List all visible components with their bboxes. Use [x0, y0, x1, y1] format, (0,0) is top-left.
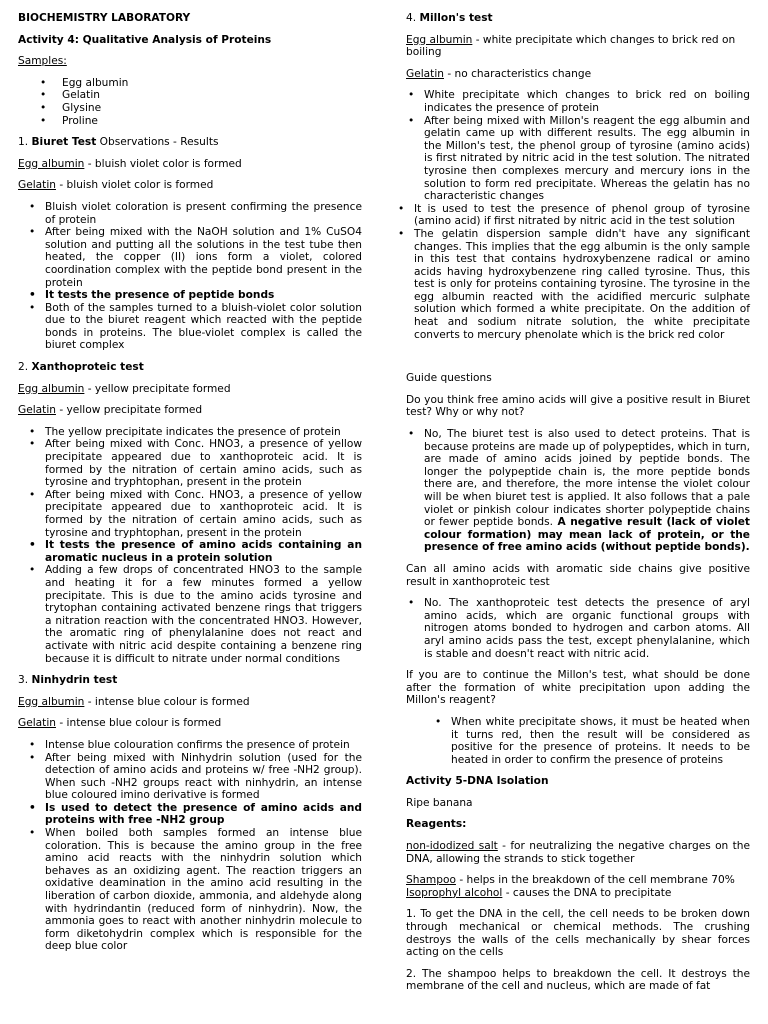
list-item: • The yellow precipitate indicates the presence of protein — [29, 425, 341, 438]
guide-answer-3 — [406, 716, 750, 766]
list-item: • After being mixed with Millon's reagent the egg albumin and gelatin came up with different results. The egg albumin in the Millon's test, the phenol group of tyrosine (amino acids) is first nitrated by nitric acid in the test solution. The nitrated tyrosine then complexes mercury and mercury ions in the solution to form red precipitate. Whereas the gelatin has no characteristic changes — [408, 114, 750, 203]
guide-question-2: Can all amino acids with aromatic side chains give positive result in xanthoproteic test — [406, 562, 750, 588]
reagent-salt: non-idodized salt - for neutralizing the negative charges on the DNA, allowing the strands to stick together — [406, 840, 750, 865]
list-item: • It tests the presence of amino acids containing an aromatic nucleus in a protein solution — [29, 539, 362, 564]
guide-answer-1 — [406, 428, 750, 554]
dna-sample: Ripe banana — [406, 796, 473, 809]
biuret-gelatin-result: Gelatin - bluish violet color is formed — [18, 179, 214, 192]
ninhydrin-bullets — [18, 739, 362, 953]
list-item: • It tests the presence of peptide bonds — [29, 289, 275, 302]
millon-bullets-b — [398, 202, 750, 342]
list-item: • After being mixed with Conc. HNO3, a presence of yellow precipitate appeared due to xanthoproteic acid. It is formed by the nitration of certain amino acids, such as tyrosine and tryphtophan, present in the protein — [29, 438, 362, 489]
guide-question-1: Do you think free amino acids will give a positive result in Biuret test? Why or why not? — [406, 393, 750, 419]
list-item: • Proline — [40, 114, 98, 127]
ninhydrin-egg-result: Egg albumin - intense blue colour is formed — [18, 695, 250, 708]
list-item: • After being mixed with the NaOH solution and 1% CuSO4 solution and putting all the solutions in the test tube then heated, the copper (II) ions form a violet, colored coordination complex with the peptide bond present in the protein — [29, 226, 362, 289]
list-item: • Glysine — [40, 101, 102, 114]
millon-egg-result: Egg albumin - white precipitate which changes to brick red on boiling — [406, 33, 736, 59]
xantho-egg-result: Egg albumin - yellow precipitate formed — [18, 382, 231, 395]
guide-question-3: If you are to continue the Millon's test, what should be done after the formation of white precipitation upon adding the Millon's reagent? — [406, 669, 750, 707]
xantho-heading: 2. Xanthoproteic test — [18, 361, 144, 374]
dna-step-1: 1. To get the DNA in the cell, the cell needs to be broken down through mechanical or chemical methods. The crushing destroys the walls of the cells mechanically by shear forces acting on the cells — [406, 908, 750, 959]
guide-answer-2 — [406, 597, 750, 660]
biuret-bullets — [18, 201, 362, 352]
list-item: • Both of the samples turned to a bluish-violet color solution due to the biuret reagent which reacted with the peptide bonds in proteins. The blue-violet complex is called the biuret complex — [29, 301, 362, 352]
lab-title: BIOCHEMISTRY LABORATORY — [18, 12, 191, 24]
list-item: • It is used to test the presence of phenol group of tyrosine (amino acid) if first nitrated by nitric acid in the test solution — [398, 202, 750, 228]
biuret-egg-result: Egg albumin - bluish violet color is formed — [18, 157, 242, 170]
list-item: • Bluish violet coloration is present confirming the presence of protein — [29, 200, 362, 226]
millon-gelatin-result: Gelatin - no characteristics change — [406, 67, 592, 80]
list-item: • No, The biuret test is also used to detect proteins. That is because proteins are made up of polypeptides, which in turn, are made of amino acids joined by peptide bonds. The longer the polypeptide chain is, the more peptide bonds there are, and therefore, the more intense the violet colour will be when biuret test is applied. It also follows that a pale violet or pinkish colour indicates shorter polypeptide chains or fewer peptide bonds. A negative result (lack of violet colour formation) may mean lack of protein, or the presence of free amino acids (without peptide bonds). — [408, 428, 751, 554]
list-item: • After being mixed with Ninhydrin solution (used for the detection of amino acids and proteins w/ free -NH2 group). When such -NH2 groups react with ninhydrin, an intense blue coloured imino derivative is formed — [29, 751, 362, 802]
xantho-bullets — [18, 426, 362, 665]
guide-heading: Guide questions — [406, 372, 492, 385]
list-item: • White precipitate which changes to brick red on boiling indicates the presence of protein — [408, 89, 750, 114]
biuret-heading: 1. Biuret Test Observations - Results — [18, 136, 219, 149]
left-column — [18, 12, 362, 962]
list-item: • When boiled both samples formed an intense blue coloration. This is because the amino group in the free amino acid reacts with the ninhydrin solution which behaves as an oxidizing agent. The reaction triggers an oxidative deamination in the amino acid resulting in the liberation of carbon dioxide, ammonia, and aldehyde along with hydrindantin (reduced form of ninhydrin). Now, the ammonia goes to react with another ninhydrin molecule to form diketohydrin complex which is responsible for the deep blue color — [29, 827, 362, 953]
list-item: • When white precipitate shows, it must be heated when it turns red, then the result will be considered as positive for the presence of proteins. It needs to be heated in order to confirm the presence of proteins — [435, 715, 750, 766]
reagents-label: Reagents: — [406, 818, 467, 831]
dna-step-2: 2. The shampoo helps to breakdown the cell. It destroys the membrane of the cell and nucleus, which are made of fat — [406, 967, 750, 993]
samples-list — [18, 77, 362, 127]
list-item: • Intense blue colouration confirms the presence of protein — [29, 738, 350, 751]
list-item: • The gelatin dispersion sample didn't have any significant changes. This implies that the egg albumin is the only sample in this test that contains hydroxybenzene radical or amino acids having hydroxybenzene ring called tyrosine. Thus, this test is only for proteins containing tyrosine. The tyrosine in the egg albumin reacted with the acidified mercuric sulphate solution which formed a white precipitate. On the addition of heat and sodium nitrate solution, the white precipitate converts to mercury phenolate which is the brick red color — [398, 227, 750, 341]
list-item: • No. The xanthoproteic test detects the presence of aryl amino acids, which are organic functional groups with nitrogen atoms bonded to hydrogen and carbon atoms. All aryl amino acids pass the test, except phenylalanine, which is stable and doesn't react with nitric acid. — [408, 597, 750, 660]
millon-bullets-a — [406, 89, 750, 202]
reagent-shampoo-alcohol: Shampoo - helps in the breakdown of the cell membrane 70% Isoprophyl alcohol - causes the DNA to precipitate — [406, 874, 735, 899]
list-item: • Egg albumin — [40, 76, 129, 89]
list-item: • Adding a few drops of concentrated HNO3 to the sample and heating it for a few minutes formed a yellow precipitate. This is due to the amino acids tyrosine and trytophan containing activated benzene rings that triggers a nitration reaction with the concentrated HNO3. However, the aromatic ring of phenylalanine does not react and activate with nitric acid despite containing a benzene ring because it is difficult to nitrate under normal conditions — [29, 564, 362, 665]
list-item: • Is used to detect the presence of amino acids and proteins with free -NH2 group — [29, 801, 362, 827]
right-column — [398, 12, 751, 1002]
ninhydrin-heading: 3. Ninhydrin test — [18, 674, 118, 687]
activity4-title: Activity 4: Qualitative Analysis of Proteins — [18, 33, 272, 46]
list-item: • Gelatin — [40, 89, 100, 102]
list-item: • After being mixed with Conc. HNO3, a presence of yellow precipitate appeared due to xanthoproteic acid. It is formed by the nitration of certain amino acids, such as tyrosine and tryphtophan, present in the protein — [29, 488, 362, 539]
activity5-title: Activity 5-DNA Isolation — [406, 775, 549, 788]
samples-label: Samples: — [18, 55, 67, 68]
ninhydrin-gelatin-result: Gelatin - intense blue colour is formed — [18, 717, 222, 730]
xantho-gelatin-result: Gelatin - yellow precipitate formed — [18, 404, 203, 417]
millon-heading: 4. Millon's test — [406, 12, 493, 24]
